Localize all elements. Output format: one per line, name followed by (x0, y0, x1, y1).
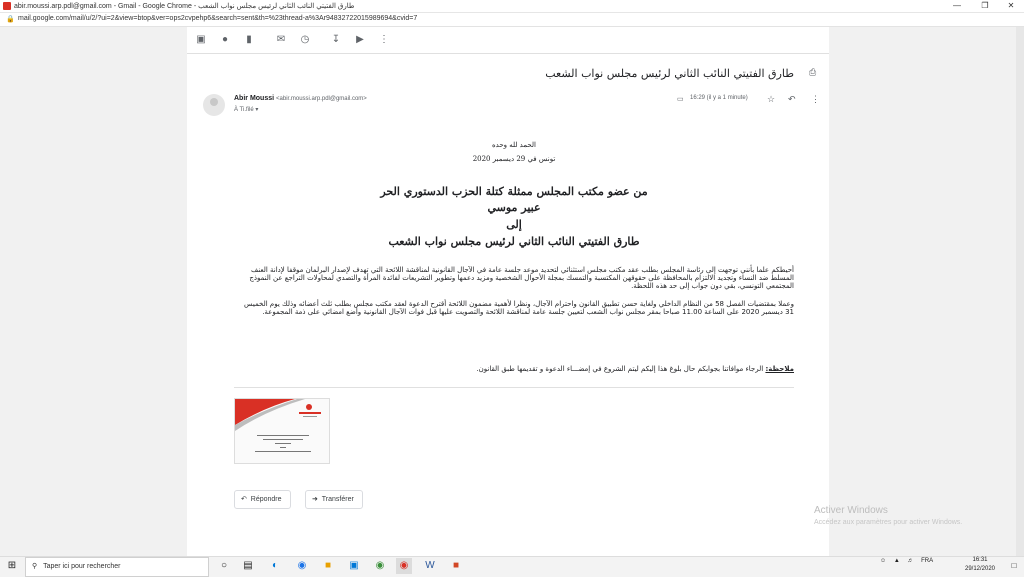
attachment-divider (234, 387, 794, 388)
label-indicator-icon: ▭ (677, 96, 684, 103)
email-timestamp: 16:29 (il y a 1 minute) (690, 95, 748, 101)
delete-icon[interactable]: ▮ (246, 34, 252, 45)
more-options-icon[interactable]: ⋮ (379, 34, 389, 45)
search-placeholder: Taper ici pour rechercher (43, 563, 121, 570)
print-icon[interactable]: ⎙ (809, 67, 817, 77)
reply-button[interactable] (234, 490, 291, 509)
attachment-thumbnail[interactable] (234, 398, 330, 464)
chrome-icon[interactable]: ◉ (396, 558, 412, 574)
store-icon[interactable]: ▣ (349, 560, 359, 571)
star-icon[interactable]: ☆ (767, 94, 776, 104)
search-icon: ⚲ (32, 563, 38, 570)
body-paragraph-1: أحيطكم علما بأنني توجهت إلى رئاسة المجلس بطلب عقد مكتب مجلس استثنائي لتحديد موعد جلسة عامة في الآجال القانونية لمناقشة اللائحة التي تهدف لإصدار البرلمان موقفا لإدانة العنف المسلط ضد النساء وتجديد الالتزام بالمحافظة على حقوقهن المكتسبة والتمسك بمجلة الأحوال الشخصية ومزيد دعمها وتطوير التشريعات لفائدة المرأة والتصدي لمحاولات التراجع عن النموذج المجتمعي التونسي، بقي دون جواب إلى حد هذه اللحظة. (249, 266, 794, 290)
close-icon[interactable]: ✕ (1007, 1, 1015, 10)
mark-unread-icon[interactable]: ✉ (276, 34, 286, 45)
reply-small-icon: ↶ (241, 496, 247, 503)
clock[interactable] (955, 556, 1005, 574)
attachment-preview-graphic (235, 399, 329, 463)
email-subject: طارق الفتيتي النائب الثاني لرئيس مجلس نواب الشعب (545, 67, 794, 80)
label-icon[interactable]: ▶ (356, 34, 364, 45)
forward-small-icon: ➜ (312, 496, 318, 503)
cortana-icon[interactable]: ○ (220, 560, 228, 571)
heading-name: عبير موسي (487, 201, 541, 214)
clock-time: 16:31 (972, 557, 988, 563)
word-icon[interactable]: W (425, 560, 435, 571)
opening-line: الحمد لله وحده (491, 141, 537, 149)
app-icon[interactable]: ◉ (375, 560, 385, 571)
note-line (234, 365, 794, 373)
forward-button[interactable] (305, 490, 363, 509)
note-text: الرجاء موافاتنا بجوابكم حال بلوغ هذا إليكم ليتم الشروع في إمضـــاء الدعوة و تقديمها طبق القانون. (476, 365, 764, 373)
heading-to: إلى (506, 218, 522, 231)
clock-date: 29/12/2020 (964, 566, 996, 572)
avatar[interactable] (203, 94, 225, 116)
edge-icon[interactable]: ◐ (271, 560, 279, 571)
reply-icon[interactable]: ↶ (788, 94, 796, 104)
sender-info (234, 95, 367, 102)
heading-recipient: طارق الفتيتي النائب الثاني لرئيس مجلس نواب الشعب (388, 235, 640, 248)
body-paragraph-2: وعملا بمقتضيات الفصل 58 من النظام الداخلي ولغاية حسن تطبيق القانون واحترام الآجال، ونظرا لأهمية مضمون اللائحة أقترح الدعوة لعقد مكتب مجلس بطلب ثلث أعضائه وذلك يوم الخميس 31 ديسمبر 2020 على الساعة 11.00 صباحا بمقر مجلس نواب الشعب لتعيين جلسة عامة لمناقشة اللائحة والتصويت عليها قبل فوات الآجال القانونية وأضع امضائي على ذمة المجموعة. (243, 300, 794, 316)
pdf-icon[interactable]: ■ (452, 560, 460, 571)
sender-email: <abir.moussi.arp.pdl@gmail.com> (276, 96, 367, 102)
task-view-icon[interactable]: ▤ (243, 560, 253, 571)
recipient-line[interactable] (234, 106, 258, 113)
people-icon[interactable]: ☺ (880, 558, 887, 564)
left-background (0, 27, 187, 556)
lock-icon: 🔒 (6, 16, 15, 23)
window-title: abir.moussi.arp.pdl@gmail.com - Gmail - Google Chrome - طارق الفتيتي النائب الثاني لرئيس مجلس نواب الشعب (14, 3, 355, 10)
url-text[interactable]: mail.google.com/mail/u/2/?ui=2&view=btop&ver=ops2cvpehp6&search=sent&th=%23thread-a%3Ar9483272201598969​4&cvid=7 (18, 15, 418, 22)
note-label: ملاحظة: (765, 365, 794, 373)
title-bar (0, 0, 1024, 13)
language-indicator[interactable]: FRA (921, 558, 934, 564)
email-panel (187, 27, 829, 556)
taskbar-search[interactable] (25, 557, 209, 577)
minimize-icon[interactable]: — (953, 1, 961, 10)
chevron-down-icon[interactable]: ▾ (255, 107, 259, 113)
move-to-icon[interactable]: ↧ (331, 34, 341, 45)
reply-label: Répondre (250, 496, 282, 503)
date-line: تونس في 29 ديسمبر 2020 (472, 155, 556, 163)
restore-icon[interactable]: ❐ (981, 1, 989, 10)
archive-icon[interactable]: ▣ (196, 34, 206, 45)
scrollbar-track[interactable] (1016, 27, 1024, 556)
start-icon[interactable]: ⊞ (7, 560, 17, 571)
notification-icon[interactable]: □ (1011, 561, 1017, 570)
more-vert-icon[interactable]: ⋮ (811, 94, 820, 104)
report-spam-icon[interactable]: ● (221, 34, 229, 45)
network-icon[interactable]: ▲ (893, 558, 900, 564)
recipient-text: À Ti.filé (234, 107, 254, 113)
file-explorer-icon[interactable]: ■ (324, 560, 332, 571)
activation-title: Activer Windows (814, 505, 888, 516)
toolbar-divider (187, 53, 829, 54)
gmail-icon (3, 2, 11, 10)
forward-label: Transférer (321, 496, 354, 503)
address-bar[interactable] (0, 13, 1024, 27)
volume-icon[interactable]: ♬ (907, 558, 914, 564)
right-background (829, 27, 1024, 556)
system-tray[interactable] (880, 558, 933, 564)
heading-from: من عضو مكتب المجلس ممثلة كتلة الحزب الدستوري الحر (380, 185, 648, 198)
snooze-icon[interactable]: ◷ (300, 34, 310, 45)
sender-name[interactable]: Abir Moussi (234, 95, 275, 102)
activation-subtitle: Accédez aux paramètres pour activer Windows. (814, 519, 963, 526)
ie-icon[interactable]: ◉ (297, 560, 307, 571)
